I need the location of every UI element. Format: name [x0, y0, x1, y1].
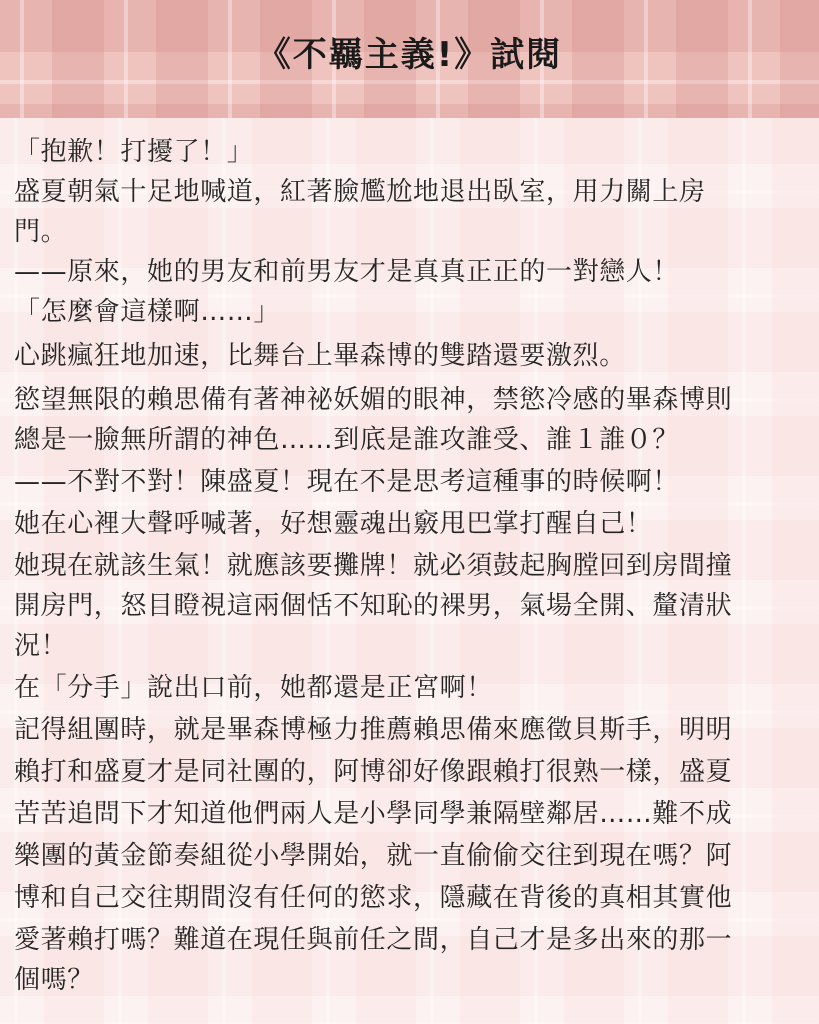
paragraph-line: 門。 [14, 217, 68, 247]
page-title: 《不羈主義!》試閱 [256, 35, 563, 75]
paragraph-line: 心跳瘋狂地加速，比舞台上畢森博的雙踏還要激烈。 [14, 341, 626, 371]
paragraph-line: 她現在就該生氣！就應該要攤牌！就必須鼓起胸膛回到房間撞 [14, 551, 733, 581]
paragraph-line: ——不對不對！陳盛夏！現在不是思考這種事的時候啊！ [14, 467, 680, 497]
paragraph-line: ——原來，她的男友和前男友才是真真正正的一對戀人！ [14, 257, 680, 287]
header-banner [0, 0, 819, 118]
paragraph-line: 慾望無限的賴思備有著神祕妖媚的眼神，禁慾冷感的畢森博則 [14, 385, 733, 415]
text-panel [0, 118, 819, 1024]
paragraph-line: 「怎麼會這樣啊……」 [14, 297, 281, 327]
paragraph-line: 樂團的黃金節奏組從小學開始，就一直偷偷交往到現在嗎？阿 [14, 841, 733, 871]
paragraph-line: 個嗎？ [14, 965, 94, 995]
paragraph-line: 在「分手」說出口前，她都還是正宮啊！ [14, 673, 493, 703]
paragraph-line: 總是一臉無所謂的神色……到底是誰攻誰受、誰１誰０？ [14, 425, 680, 455]
paragraph-line: 苦苦追問下才知道他們兩人是小學同學兼隔壁鄰居……難不成 [14, 799, 733, 829]
paragraph-line: 愛著賴打嗎？難道在現任與前任之間，自己才是多出來的那一 [14, 925, 733, 955]
paragraph-line: 她在心裡大聲呼喊著，好想靈魂出竅甩巴掌打醒自己！ [14, 509, 653, 539]
paragraph-line: 盛夏朝氣十足地喊道，紅著臉尷尬地退出臥室，用力關上房 [14, 177, 706, 207]
paragraph-line: 賴打和盛夏才是同社團的，阿博卻好像跟賴打很熟一樣，盛夏 [14, 757, 733, 787]
paragraph-line: 開房門，怒目瞪視這兩個恬不知恥的裸男，氣場全開、釐清狀 [14, 591, 733, 621]
paragraph-line: 博和自己交往期間沒有任何的慾求，隱藏在背後的真相其實他 [14, 883, 733, 913]
paragraph-line: 「抱歉！打擾了！」 [14, 137, 254, 167]
paragraph-line: 況！ [14, 631, 68, 661]
paragraph-line: 記得組團時，就是畢森博極力推薦賴思備來應徵貝斯手，明明 [14, 715, 733, 745]
